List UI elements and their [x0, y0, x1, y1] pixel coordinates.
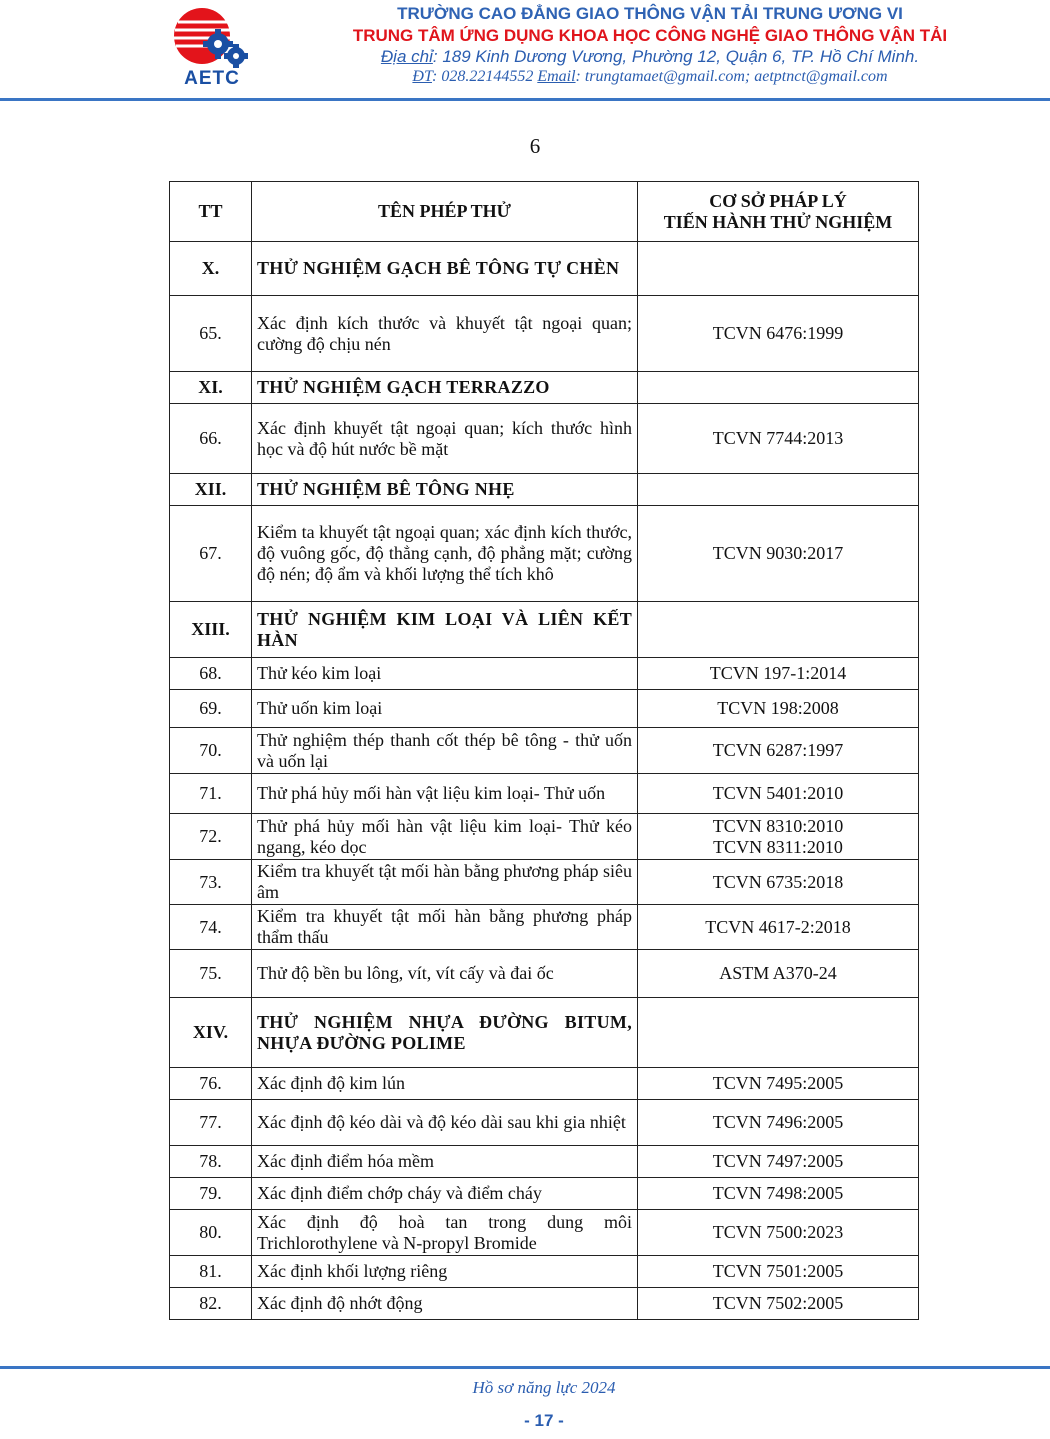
address-label: Địa chỉ: [380, 47, 433, 66]
legal-basis: [638, 242, 919, 296]
standard-code: TCVN 7744:2013: [712, 428, 844, 448]
header-legal-basis: CƠ SỞ PHÁP LÝ TIẾN HÀNH THỬ NGHIỆM: [638, 182, 919, 242]
address-line: [290, 47, 1010, 67]
standard-code: TCVN 6287:1997: [712, 740, 844, 760]
email-text: : trungtamaet@gmail.com; aetptnct@gmail.com: [575, 68, 888, 85]
standard-code: TCVN 7497:2005: [712, 1151, 844, 1171]
row-number: 75.: [170, 950, 252, 998]
standard-code: TCVN 7501:2005: [712, 1261, 844, 1281]
test-name: Thử uốn kim loại: [252, 690, 638, 728]
footer-title: Hồ sơ năng lực 2024: [472, 1378, 616, 1397]
standard-code: TCVN 7500:2023: [712, 1222, 844, 1242]
row-number: XIII.: [170, 602, 252, 658]
table-header-row: [170, 182, 919, 242]
test-name: Xác định điểm chớp cháy và điểm cháy: [252, 1178, 638, 1210]
standard-code: TCVN 7502:2005: [712, 1293, 844, 1313]
legal-basis: [638, 1100, 919, 1146]
section-title: THỬ NGHIỆM KIM LOẠI VÀ LIÊN KẾT HÀN: [252, 602, 638, 658]
table-row: [170, 905, 919, 950]
legal-basis: [638, 602, 919, 658]
row-number: X.: [170, 242, 252, 296]
legal-basis: [638, 690, 919, 728]
standard-code: TCVN 7495:2005: [712, 1073, 844, 1093]
row-number: 69.: [170, 690, 252, 728]
section-title: THỬ NGHIỆM BÊ TÔNG NHẸ: [252, 474, 638, 506]
test-name: Kiểm tra khuyết tật mối hàn bằng phương pháp thẩm thấu: [252, 905, 638, 950]
section-row: [170, 602, 919, 658]
test-name: Xác định độ kéo dài và độ kéo dài sau khi gia nhiệt: [252, 1100, 638, 1146]
table-row: [170, 690, 919, 728]
standard-code: TCVN 8311:2010: [713, 836, 843, 857]
section-row: [170, 998, 919, 1068]
legal-basis: [638, 404, 919, 474]
table-row: [170, 1256, 919, 1288]
section-title: THỬ NGHIỆM NHỰA ĐƯỜNG BITUM, NHỰA ĐƯỜNG POLIME: [252, 998, 638, 1068]
table-row: [170, 506, 919, 602]
legal-basis: [638, 774, 919, 814]
table-row: [170, 1178, 919, 1210]
test-name: Thử phá hủy mối hàn vật liệu kim loại- Thử uốn: [252, 774, 638, 814]
test-name: Kiểm ta khuyết tật ngoại quan; xác định kích thước, độ vuông gốc, độ thẳng cạnh, độ phẳng mặt; cường độ nén; độ ẩm và khối lượng thể tích khô: [252, 506, 638, 602]
legal-basis: [638, 372, 919, 404]
phone-label: ĐT: [412, 68, 432, 85]
legal-basis: [638, 905, 919, 950]
table-row: [170, 860, 919, 905]
section-row: [170, 372, 919, 404]
table-row: [170, 1288, 919, 1320]
row-number: 81.: [170, 1256, 252, 1288]
row-number: 78.: [170, 1146, 252, 1178]
table-row: [170, 1068, 919, 1100]
row-number: 77.: [170, 1100, 252, 1146]
test-name: Thử độ bền bu lông, vít, vít cấy và đai ốc: [252, 950, 638, 998]
section-title: THỬ NGHIỆM GẠCH BÊ TÔNG TỰ CHÈN: [252, 242, 638, 296]
section-row: [170, 474, 919, 506]
legal-basis: [638, 296, 919, 372]
legal-basis: [638, 506, 919, 602]
footer-page-number: - 17 -: [524, 1411, 564, 1430]
phone-text: : 028.22144552: [431, 68, 538, 85]
table-row: [170, 1100, 919, 1146]
standard-code: TCVN 8310:2010: [712, 815, 844, 836]
standard-code: TCVN 198:2008: [717, 698, 839, 718]
table-row: [170, 1210, 919, 1256]
section-row: [170, 242, 919, 296]
section-page-number: 6: [529, 134, 541, 158]
row-number: 67.: [170, 506, 252, 602]
table-row: [170, 728, 919, 774]
standard-code: TCVN 6735:2018: [712, 871, 844, 892]
header-tt: TT: [170, 182, 252, 242]
standard-code: TCVN 4617-2:2018: [705, 916, 851, 937]
college-name: TRƯỜNG CAO ĐẲNG GIAO THÔNG VẬN TẢI TRUNG ƯƠNG VI: [397, 4, 903, 23]
address-text: : 189 Kinh Dương Vương, Phường 12, Quận 6, TP. Hồ Chí Minh.: [432, 47, 920, 66]
test-name: Thử nghiệm thép thanh cốt thép bê tông - thử uốn và uốn lại: [252, 728, 638, 774]
legal-basis: [638, 1256, 919, 1288]
legal-basis: [638, 1146, 919, 1178]
legal-basis: [638, 1068, 919, 1100]
table-row: [170, 296, 919, 372]
row-number: XII.: [170, 474, 252, 506]
email-label: Email: [537, 68, 576, 85]
test-name: Xác định khối lượng riêng: [252, 1256, 638, 1288]
legal-basis: [638, 1178, 919, 1210]
legal-basis: [638, 950, 919, 998]
table-body: [170, 242, 919, 1320]
test-name: Thử kéo kim loại: [252, 658, 638, 690]
table-row: [170, 814, 919, 860]
legal-basis: [638, 860, 919, 905]
row-number: 71.: [170, 774, 252, 814]
footer-divider: [0, 1366, 1050, 1369]
legal-basis: [638, 728, 919, 774]
row-number: 74.: [170, 905, 252, 950]
row-number: 72.: [170, 814, 252, 860]
row-number: 82.: [170, 1288, 252, 1320]
legal-basis: [638, 1210, 919, 1256]
table-row: [170, 658, 919, 690]
row-number: 76.: [170, 1068, 252, 1100]
table-row: [170, 1146, 919, 1178]
row-number: 68.: [170, 658, 252, 690]
legal-basis: [638, 658, 919, 690]
contact-line: [290, 68, 1010, 86]
standard-code: ASTM A370-24: [719, 963, 837, 983]
legal-basis: [638, 474, 919, 506]
row-number: 65.: [170, 296, 252, 372]
test-name: Xác định điểm hóa mềm: [252, 1146, 638, 1178]
standard-code: TCVN 9030:2017: [712, 543, 844, 563]
row-number: XIV.: [170, 998, 252, 1068]
page-header: [0, 0, 1050, 100]
test-name: Xác định độ kim lún: [252, 1068, 638, 1100]
logo-text: AETC: [184, 68, 240, 89]
header-test-name: TÊN PHÉP THỬ: [252, 182, 638, 242]
legal-basis: [638, 814, 919, 860]
test-name: Xác định khuyết tật ngoại quan; kích thước hình học và độ hút nước bề mặt: [252, 404, 638, 474]
table-row: [170, 774, 919, 814]
test-name: Xác định độ nhớt động: [252, 1288, 638, 1320]
legal-basis: [638, 1288, 919, 1320]
center-name: TRUNG TÂM ỨNG DỤNG KHOA HỌC CÔNG NGHỆ GIAO THÔNG VẬN TẢI: [352, 26, 948, 45]
legal-basis: [638, 998, 919, 1068]
row-number: 79.: [170, 1178, 252, 1210]
table-row: [170, 950, 919, 998]
test-name: Thử phá hủy mối hàn vật liệu kim loại- Thử kéo ngang, kéo dọc: [252, 814, 638, 860]
row-number: 66.: [170, 404, 252, 474]
test-list-table: [169, 181, 919, 1320]
standard-code: TCVN 6476:1999: [712, 323, 844, 343]
standard-code: TCVN 7498:2005: [712, 1183, 844, 1203]
test-name: Kiểm tra khuyết tật mối hàn bằng phương pháp siêu âm: [252, 860, 638, 905]
test-name: Xác định độ hoà tan trong dung môi Trichlorothylene và N-propyl Bromide: [252, 1210, 638, 1256]
test-name: Xác định kích thước và khuyết tật ngoại quan; cường độ chịu nén: [252, 296, 638, 372]
header-divider: [0, 98, 1050, 101]
standard-code: TCVN 7496:2005: [712, 1112, 844, 1132]
row-number: 80.: [170, 1210, 252, 1256]
table-row: [170, 404, 919, 474]
standard-code: TCVN 5401:2010: [712, 783, 844, 803]
section-title: THỬ NGHIỆM GẠCH TERRAZZO: [252, 372, 638, 404]
row-number: 73.: [170, 860, 252, 905]
row-number: 70.: [170, 728, 252, 774]
row-number: XI.: [170, 372, 252, 404]
standard-code: TCVN 197-1:2014: [709, 663, 847, 683]
